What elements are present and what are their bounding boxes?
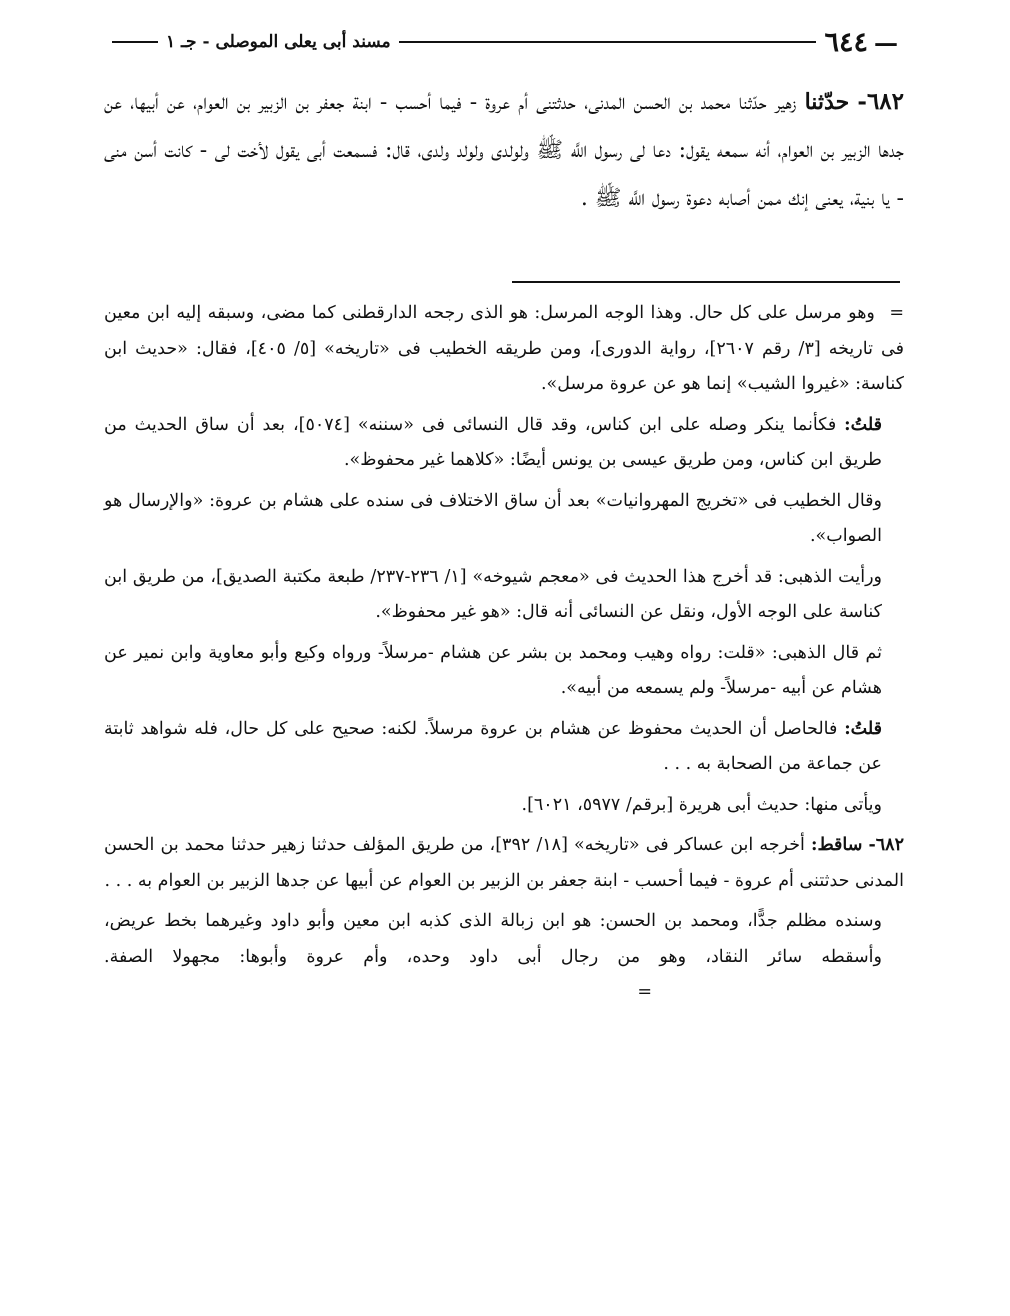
footnotes xyxy=(104,296,904,1016)
hadith-paragraph xyxy=(104,78,904,223)
footnote-lead: قلتُ: xyxy=(844,718,882,739)
footnote-paragraph xyxy=(104,560,904,631)
continuation-marker: = xyxy=(889,303,904,323)
footnote-paragraph xyxy=(104,904,904,1011)
footnote-text: أخرجه ابن عساكر فى «تاريخه» [١٨/ ٣٩٢]، من طريق المؤلف حدثنا زهير حدثنا محمد بن الحسن المدنى حدثتنى أم عروة - فيما أحسب - ابنة جعفر بن الزبير بن العوام عن أبيها عن جدها الزبير بن العوام به . . . xyxy=(104,835,904,891)
footnote-paragraph xyxy=(104,484,904,555)
book-title: مسند أبى يعلى الموصلى - جـ ١ xyxy=(166,32,391,52)
running-header xyxy=(104,22,904,62)
hadith-text xyxy=(104,78,904,223)
footnote-paragraph xyxy=(104,788,904,824)
footnote-separator xyxy=(512,281,900,283)
footnote-paragraph xyxy=(104,712,904,783)
footnote-text: ويأتى منها: حديث أبى هريرة [برقم/ ٥٩٧٧، ٦٠٢١]. xyxy=(521,794,882,815)
footnote-text: ثم قال الذهبى: «قلت: رواه وهيب ومحمد بن بشر عن هشام -مرسلاً- ورواه وكيع وأبو معاوية وابن نمير عن هشام عن أبيه -مرسلاً- ولم يسمعه من أبيه». xyxy=(104,642,882,698)
footnote-lead: قلتُ: xyxy=(844,414,882,435)
footnote-text: وقال الخطيب فى «تخريج المهروانيات» بعد أن ساق الاختلاف فى سنده على هشام بن عروة: «والإرسال هو الصواب». xyxy=(104,490,882,546)
header-rule-end xyxy=(112,41,158,43)
footnote-text: وسنده مظلم جدًّا، ومحمد بن الحسن: هو ابن زبالة الذى كذبه ابن معين وأبو داود وغيرهما بخط عريض، وأسقطه سائر النقاد، وهو من رجال أبى داود وحده، وأم عروة وأبوها: مجهولا الصفة. xyxy=(104,911,882,967)
header-dash: — xyxy=(874,27,898,57)
footnote-text: فكأنما ينكر وصله على ابن كناس، وقد قال النسائى فى «سننه» [٥٠٧٤]، بعد أن ساق الحديث من طريق ابن كناس، ومن طريق عيسى بن يونس أيضًا: «كلاهما غير محفوظ». xyxy=(104,414,882,470)
footnote-text: فالحاصل أن الحديث محفوظ عن هشام بن عروة مرسلاً. لكنه: صحيح على كل حال، فله شواهد ثابتة عن جماعة من الصحابة به . . . xyxy=(104,718,882,774)
footnote-text: ورأيت الذهبى: قد أخرج هذا الحديث فى «معجم شيوخه» [١/ ٢٣٦-٢٣٧/ طبعة مكتبة الصديق]، من طريق ابن كناسة على الوجه الأول، ونقل عن النسائى أنه قال: «هو غير محفوظ». xyxy=(104,566,882,622)
footnote-lead: ساقط: xyxy=(810,835,863,855)
footnote-text: وهو مرسل على كل حال. وهذا الوجه المرسل: هو الذى رجحه الدارقطنى كما مضى، وسبقه إليه ابن معين فى تاريخه [٣/ رقم ٢٦٠٧]، رواية الدورى]، ومن طريقه الخطيب فى «تاريخه» [٥/ ٤٠٥]، فقال: «حديث ابن كناسة: «غيروا الشيب» إنما هو عن عروة مرسل». xyxy=(104,303,904,394)
continuation-marker: = xyxy=(637,982,652,1002)
footnote-paragraph xyxy=(104,296,904,403)
footnote-number: ٦٨٢- xyxy=(868,835,904,855)
header-rule xyxy=(399,41,817,43)
page-number: ٦٤٤ xyxy=(824,26,868,58)
hadith-number: ٦٨٢- xyxy=(857,88,905,115)
footnote-paragraph xyxy=(104,636,904,707)
footnote-paragraph xyxy=(104,828,904,899)
footnote-paragraph xyxy=(104,408,904,479)
hadith-body: زهير حدّثنا محمد بن الحسن المدنى، حدثتنى أم عروة - فيما أحسب - ابنة جعفر بن الزبير بن العوام، عن أبيها، عن جدها الزبير بن العوام، أنه سمعه يقول: دعا لى رسول اللَّه ﷺ ولولدى ولولد ولدى، قال: فسمعت أبى يقول لأخت لى - كانت أسن منى - يا بنية، يعنى إنك ممن أصابه دعوة رسول اللَّه ﷺ . xyxy=(104,90,904,211)
hadith-opening: حدّثنا xyxy=(804,89,850,115)
